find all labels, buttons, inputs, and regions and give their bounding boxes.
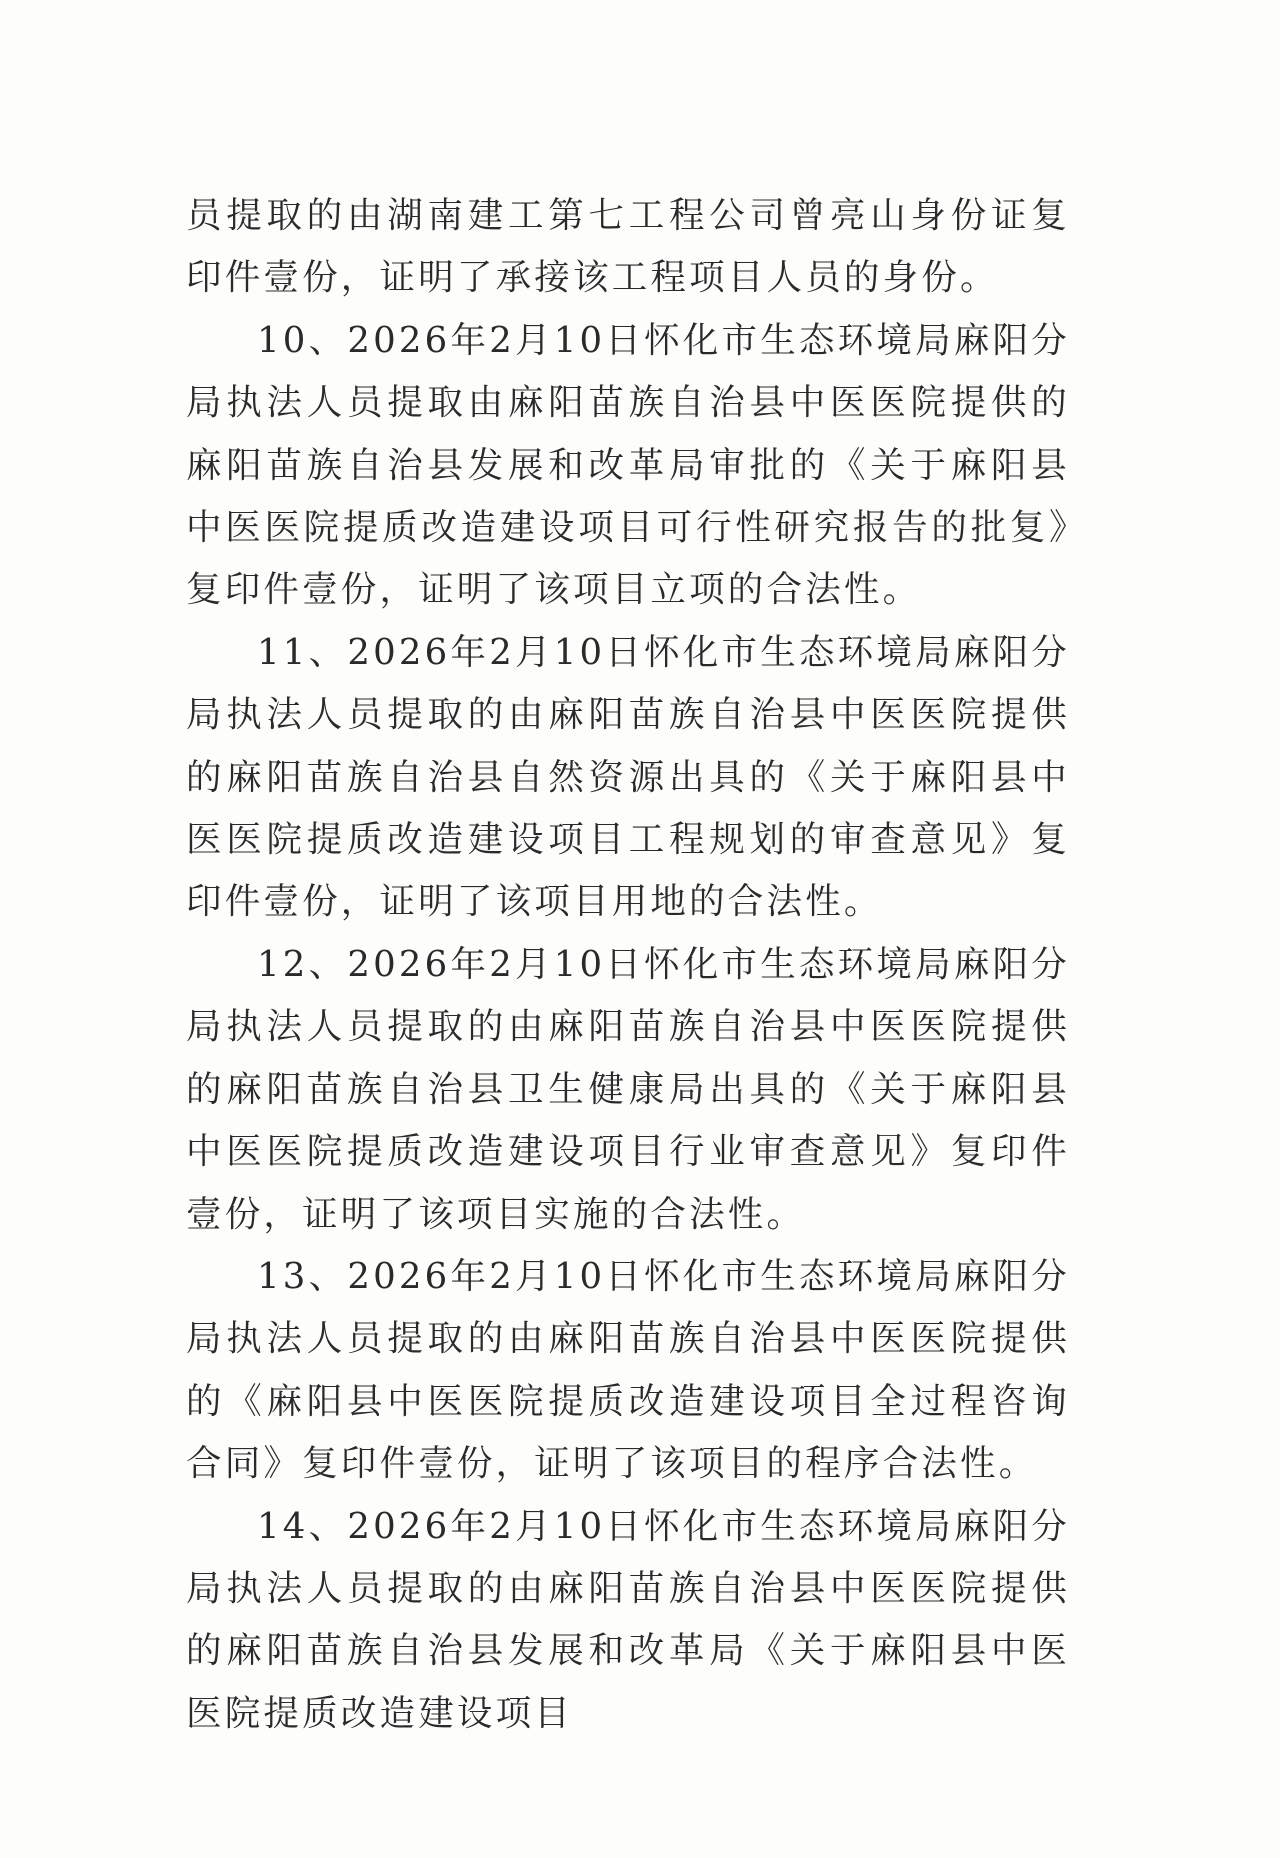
paragraph-item-14: 14、2026年2月10日怀化市生态环境局麻阳分局执法人员提取的由麻阳苗族自治县中医医院提供的麻阳苗族自治县发展和改革局《关于麻阳县中医医院提质改造建设项目: [186, 1505, 1070, 1734]
paragraph-item-12: 12、2026年2月10日怀化市生态环境局麻阳分局执法人员提取的由麻阳苗族自治县中医医院提供的麻阳苗族自治县卫生健康局出具的《关于麻阳县中医医院提质改造建设项目行业审查意见》复印件壹份，证明了该项目实施的合法性。: [186, 943, 1070, 1235]
paragraph-item-10: 10、2026年2月10日怀化市生态环境局麻阳分局执法人员提取由麻阳苗族自治县中医医院提供的麻阳苗族自治县发展和改革局审批的《关于麻阳县中医医院提质改造建设项目可行性研究报告的批复》复印件壹份，证明了该项目立项的合法性。: [186, 319, 1070, 611]
paragraph-item-13: 13、2026年2月10日怀化市生态环境局麻阳分局执法人员提取的由麻阳苗族自治县中医医院提供的《麻阳县中医医院提质改造建设项目全过程咨询合同》复印件壹份，证明了该项目的程序合法性。: [186, 1255, 1070, 1485]
paragraph-item-11: 11、2026年2月10日怀化市生态环境局麻阳分局执法人员提取的由麻阳苗族自治县中医医院提供的麻阳苗族自治县自然资源出具的《关于麻阳县中医医院提质改造建设项目工程规划的审查意见》复印件壹份，证明了该项目用地的合法性。: [186, 631, 1070, 923]
paragraph-continuation: 员提取的由湖南建工第七工程公司曾亮山身份证复印件壹份，证明了承接该工程项目人员的身份。: [186, 195, 1070, 299]
document-body: [186, 185, 1070, 1745]
